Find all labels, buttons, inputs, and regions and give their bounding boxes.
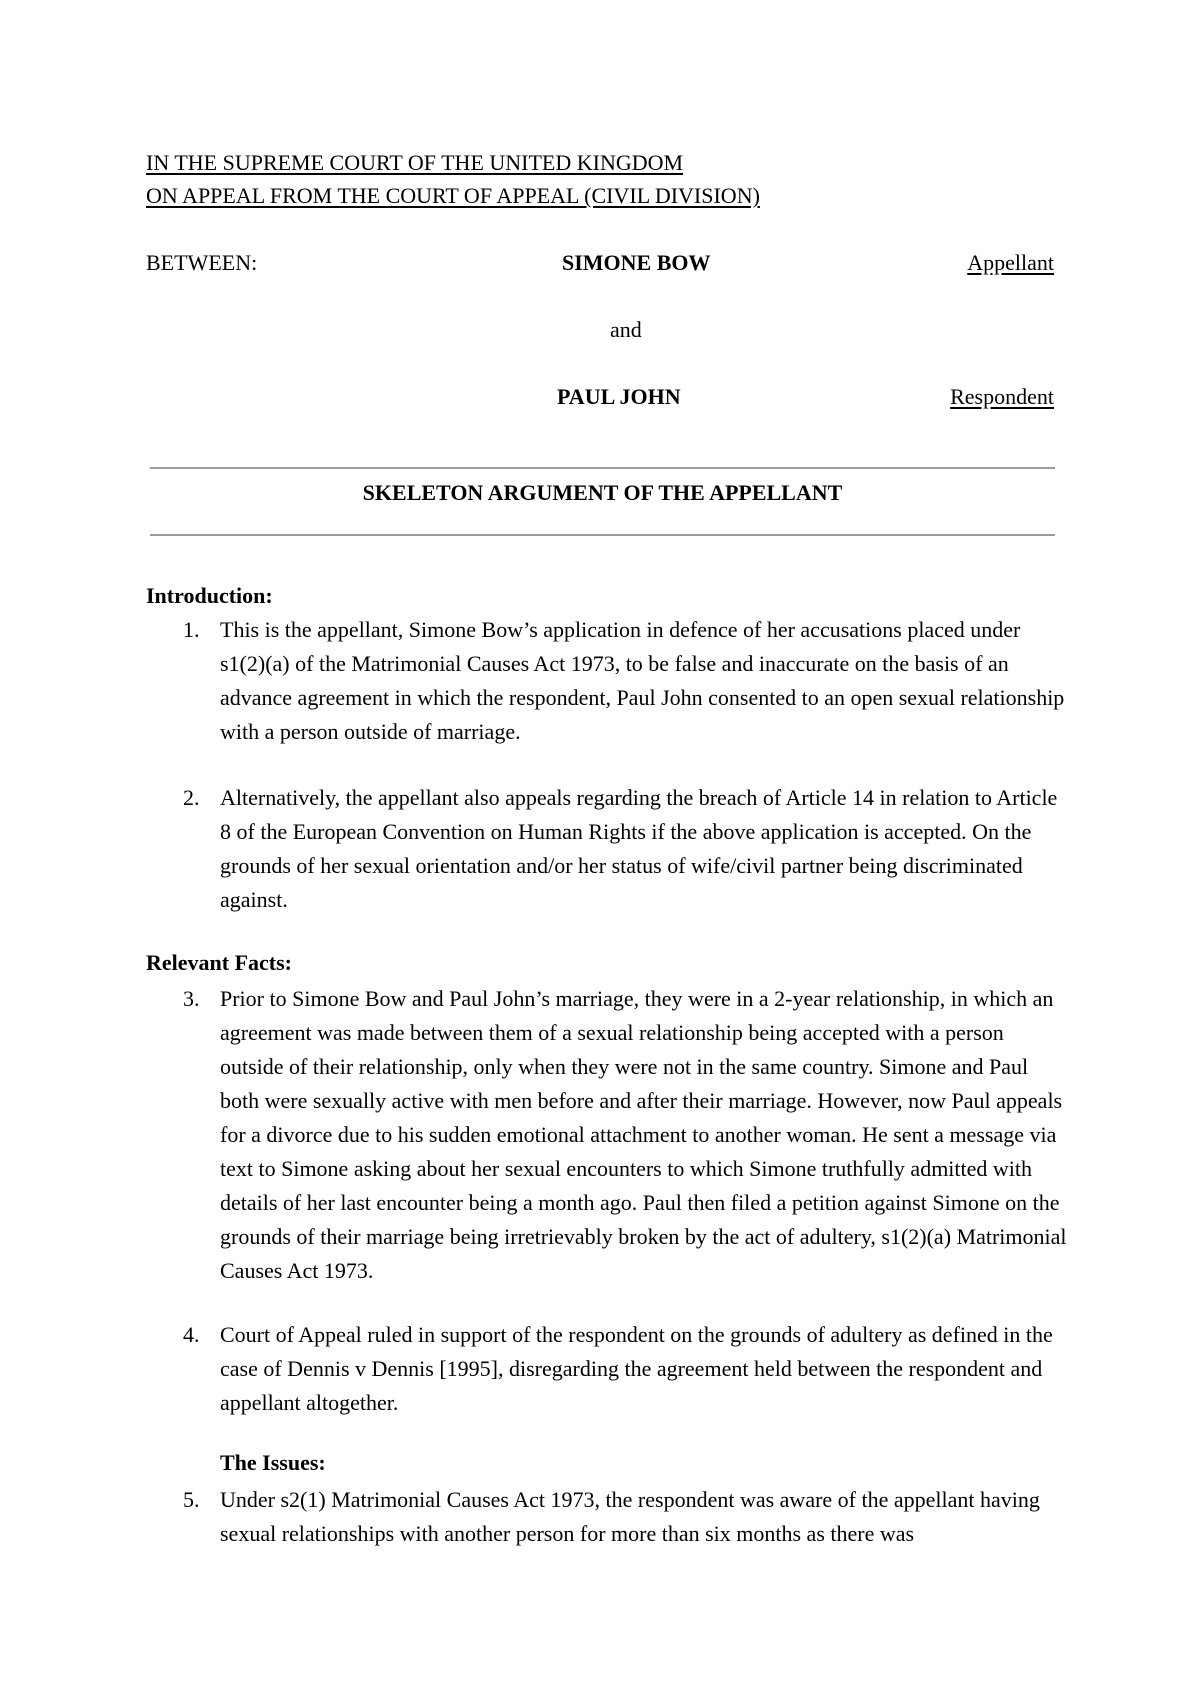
paragraph-text: This is the appellant, Simone Bow’s application in defence of her accusations placed under s1(2)(a) of the Matrimonial Causes Act 1973, to be false and inaccurate on the basis of an advance agreement in which the respondent, Paul John consented to an open sexual relationship with a person outside of marriage. — [220, 617, 1065, 744]
paragraph-3 — [150, 982, 1070, 1288]
appellant-role: Appellant — [967, 250, 1054, 275]
paragraph-1 — [150, 613, 1070, 749]
paragraph-number: 5. — [183, 1487, 200, 1512]
paragraph-2 — [150, 781, 1070, 917]
paragraph-number: 3. — [183, 986, 200, 1011]
paragraph-number: 4. — [183, 1322, 200, 1347]
paragraph-4 — [150, 1318, 1070, 1420]
section-heading-introduction: Introduction: — [146, 583, 273, 608]
paragraph-5 — [150, 1483, 1070, 1551]
section-heading-relevant-facts: Relevant Facts: — [146, 950, 293, 975]
paragraph-text: Court of Appeal ruled in support of the respondent on the grounds of adultery as defined in the case of Dennis v Dennis [1995], disregarding the agreement held between the respondent and appellant altogether. — [220, 1322, 1053, 1415]
document-title: SKELETON ARGUMENT OF THE APPELLANT — [362, 480, 843, 505]
respondent-role: Respondent — [950, 384, 1054, 409]
paragraph-text: Alternatively, the appellant also appeals regarding the breach of Article 14 in relation to Article 8 of the European Convention on Human Rights if the above application is accepted. On the grounds of her sexual orientation and/or her status of wife/civil partner being discriminated against. — [220, 785, 1058, 912]
paragraph-number: 1. — [183, 617, 200, 642]
paragraph-text: Under s2(1) Matrimonial Causes Act 1973, the respondent was aware of the appellant having sexual relationships with another person for more than six months as there was — [220, 1487, 1040, 1546]
appeal-heading: ON APPEAL FROM THE COURT OF APPEAL (CIVIL DIVISION) — [146, 183, 760, 208]
title-top-rule — [150, 467, 1055, 469]
title-bottom-rule — [150, 534, 1055, 536]
court-heading: IN THE SUPREME COURT OF THE UNITED KINGDOM — [146, 150, 684, 175]
appellant-name: SIMONE BOW — [562, 250, 711, 275]
paragraph-text: Prior to Simone Bow and Paul John’s marriage, they were in a 2-year relationship, in which an agreement was made between them of a sexual relationship being accepted with a person outside of their relationship, only when they were not in the same country. Simone and Paul both were sexually active with men before and after their marriage. However, now Paul appeals for a divorce due to his sudden emotional attachment to another woman. He sent a message via text to Simone asking about her sexual encounters to which Simone truthfully admitted with details of her last encounter being a month ago. Paul then filed a petition against Simone on the grounds of their marriage being irretrievably broken by the act of adultery, s1(2)(a) Matrimonial Causes Act 1973. — [220, 986, 1067, 1283]
paragraph-number: 2. — [183, 785, 200, 810]
respondent-name: PAUL JOHN — [557, 384, 681, 409]
and-label: and — [610, 317, 642, 342]
between-label: BETWEEN: — [146, 250, 258, 275]
section-heading-issues: The Issues: — [220, 1450, 326, 1475]
